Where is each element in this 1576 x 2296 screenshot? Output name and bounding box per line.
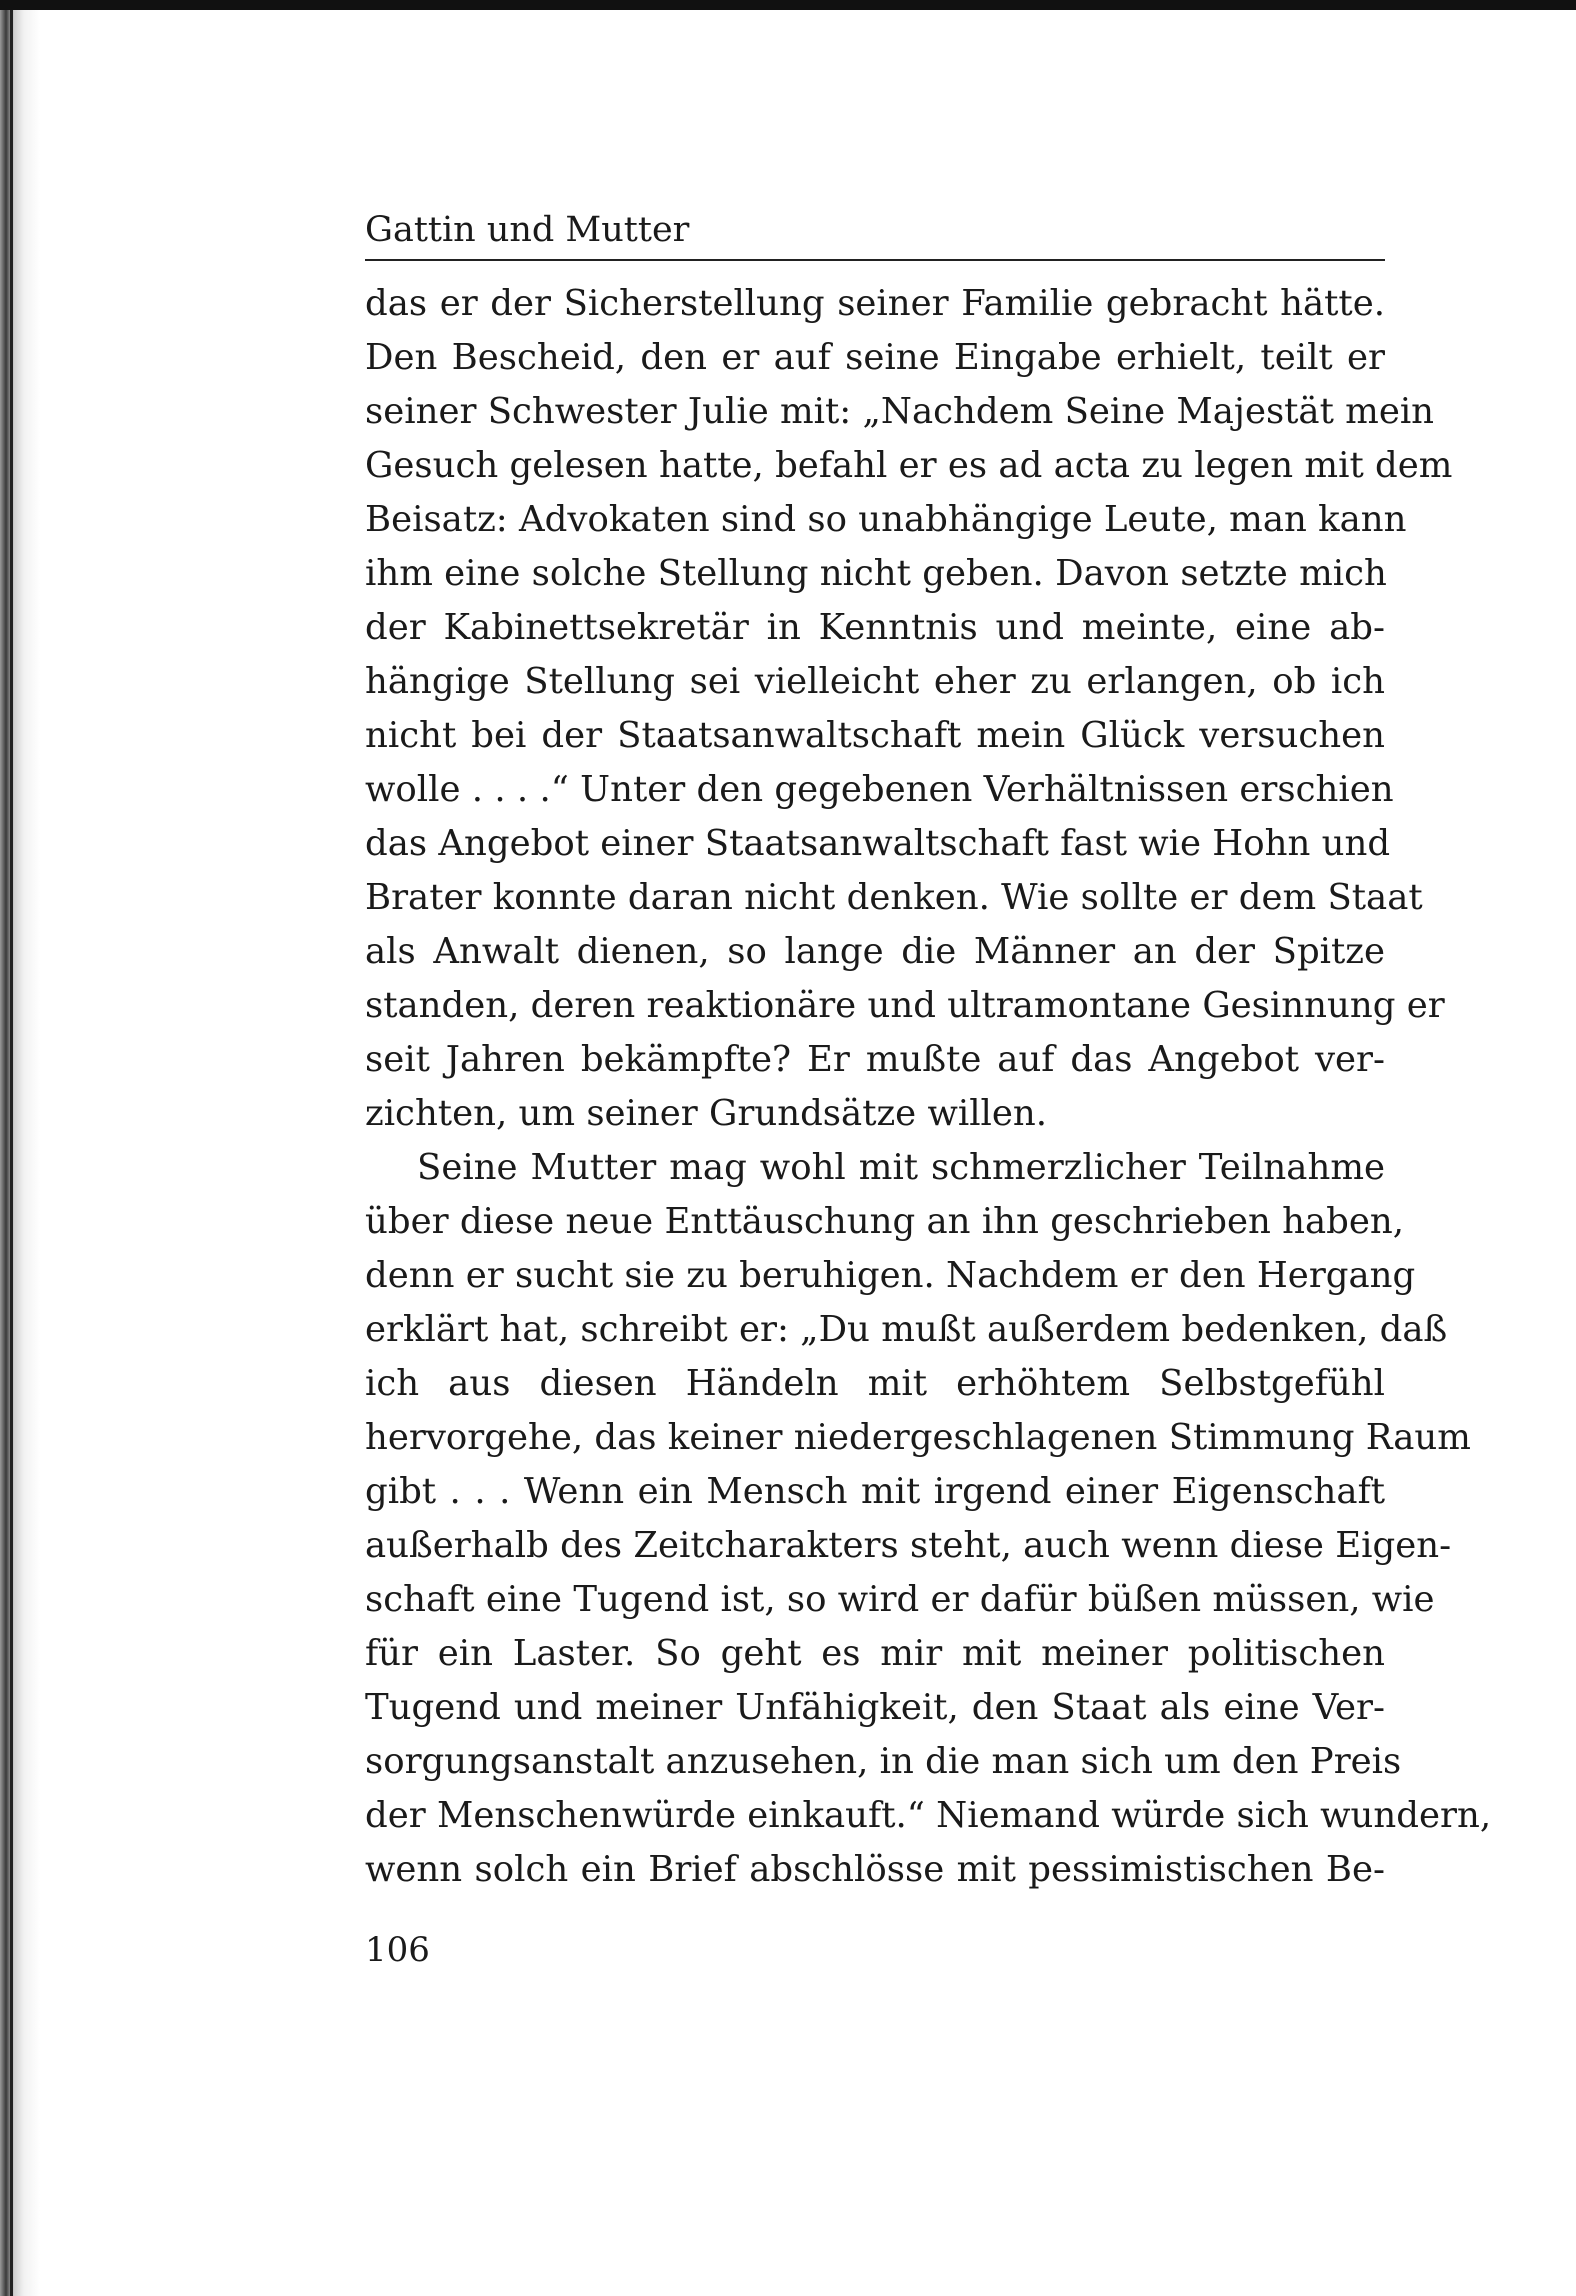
- paragraph-2: [365, 1141, 1492, 1897]
- page-body: [365, 277, 1492, 1897]
- text-line: gibt . . . Wenn ein Mensch mit irgend einer Eigenschaft: [365, 1471, 1385, 1512]
- text-line: ihm eine solche Stellung nicht geben. Davon setzte mich: [365, 553, 1387, 594]
- text-line: Seine Mutter mag wohl mit schmerzlicher Teilnahme: [417, 1147, 1385, 1188]
- text-line: sorgungsanstalt anzusehen, in die man sich um den Preis: [365, 1741, 1402, 1782]
- text-line: als Anwalt dienen, so lange die Männer an der Spitze: [365, 931, 1385, 972]
- text-line: das Angebot einer Staatsanwaltschaft fast wie Hohn und: [365, 823, 1391, 864]
- page-top-edge: [0, 0, 1576, 10]
- text-line: Gesuch gelesen hatte, befahl er es ad acta zu legen mit dem: [365, 445, 1453, 486]
- paragraph-1: [365, 277, 1453, 1141]
- text-line: seit Jahren bekämpfte? Er mußte auf das Angebot ver-: [365, 1039, 1385, 1080]
- text-line: ich aus diesen Händeln mit erhöhtem Selbstgefühl: [365, 1363, 1385, 1404]
- text-line: der Menschenwürde einkauft.“ Niemand würde sich wundern,: [365, 1795, 1492, 1836]
- book-gutter-shadow: [0, 10, 40, 2296]
- text-line: denn er sucht sie zu beruhigen. Nachdem er den Hergang: [365, 1255, 1416, 1296]
- text-line: für ein Laster. So geht es mir mit meiner politischen: [365, 1633, 1385, 1674]
- text-line: der Kabinettsekretär in Kenntnis und meinte, eine ab-: [365, 607, 1385, 648]
- running-header: Gattin und Mutter: [365, 205, 1385, 261]
- text-line: Brater konnte daran nicht denken. Wie sollte er dem Staat: [365, 877, 1423, 918]
- text-line: standen, deren reaktionäre und ultramontane Gesinnung er: [365, 985, 1445, 1026]
- text-line: erklärt hat, schreibt er: „Du mußt außerdem bedenken, daß: [365, 1309, 1448, 1350]
- text-line: außerhalb des Zeitcharakters steht, auch wenn diese Eigen-: [365, 1525, 1452, 1566]
- text-line: das er der Sicherstellung seiner Familie gebracht hätte.: [365, 283, 1385, 324]
- text-line: schaft eine Tugend ist, so wird er dafür büßen müssen, wie: [365, 1579, 1435, 1620]
- text-line: Beisatz: Advokaten sind so unabhängige Leute, man kann: [365, 499, 1407, 540]
- book-page: [365, 205, 1492, 1975]
- text-line: zichten, um seiner Grundsätze willen.: [365, 1093, 1048, 1134]
- page-number: 106: [365, 1930, 430, 1970]
- text-line: über diese neue Enttäuschung an ihn geschrieben haben,: [365, 1201, 1405, 1242]
- text-line: hervorgehe, das keiner niedergeschlagenen Stimmung Raum: [365, 1417, 1471, 1458]
- text-line: hängige Stellung sei vielleicht eher zu erlangen, ob ich: [365, 661, 1385, 702]
- text-line: Tugend und meiner Unfähigkeit, den Staat als eine Ver-: [365, 1687, 1385, 1728]
- text-line: wenn solch ein Brief abschlösse mit pessimistischen Be-: [365, 1849, 1385, 1890]
- text-line: seiner Schwester Julie mit: „Nachdem Seine Majestät mein: [365, 391, 1435, 432]
- text-line: Den Bescheid, den er auf seine Eingabe erhielt, teilt er: [365, 337, 1385, 378]
- book-spine-edge: [10, 10, 13, 2296]
- text-line: wolle . . . .“ Unter den gegebenen Verhältnissen erschien: [365, 769, 1394, 810]
- text-line: nicht bei der Staatsanwaltschaft mein Glück versuchen: [365, 715, 1385, 756]
